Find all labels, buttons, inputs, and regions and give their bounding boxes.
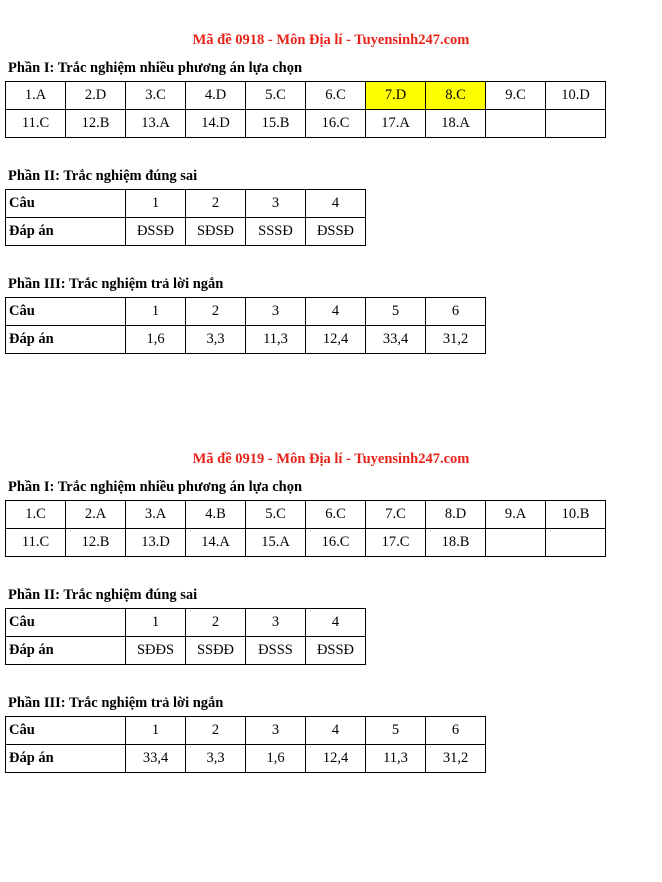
part2-heading: Phần II: Trắc nghiệm đúng sai: [8, 168, 198, 184]
question-cell: 4: [306, 717, 366, 745]
answer-cell: 10.D: [546, 82, 606, 110]
part3-answer-table: [5, 716, 486, 773]
answer-cell: 6.C: [306, 82, 366, 110]
answer-cell: 13.A: [126, 110, 186, 138]
answer-cell: 16.C: [306, 529, 366, 557]
table-row: [6, 529, 606, 557]
question-cell: 1: [126, 298, 186, 326]
question-label: Câu: [6, 717, 126, 745]
answer-cell: 1,6: [126, 326, 186, 354]
answer-cell: 5.C: [246, 82, 306, 110]
answer-cell: 3,3: [186, 326, 246, 354]
answer-cell: 12.B: [66, 110, 126, 138]
answer-cell: 14.A: [186, 529, 246, 557]
answer-cell: 1.C: [6, 501, 66, 529]
answer-cell: 16.C: [306, 110, 366, 138]
answer-cell: 4.B: [186, 501, 246, 529]
part3-heading: Phần III: Trắc nghiệm trả lời ngắn: [8, 276, 224, 292]
answer-cell: 1.A: [6, 82, 66, 110]
answer-cell: [486, 529, 546, 557]
answer-cell: 17.C: [366, 529, 426, 557]
table-row: [6, 745, 486, 773]
exam-title: Mã đề 0918 - Môn Địa lí - Tuyensinh247.com: [192, 32, 470, 48]
answer-cell: 12,4: [306, 745, 366, 773]
answer-cell: SĐĐS: [126, 637, 186, 665]
table-row: [6, 717, 486, 745]
question-cell: 4: [306, 298, 366, 326]
answer-cell: 8.D: [426, 501, 486, 529]
answer-cell: [486, 110, 546, 138]
table-row: [6, 501, 606, 529]
table-row: [6, 298, 486, 326]
answer-cell: 33,4: [126, 745, 186, 773]
answer-cell: 12,4: [306, 326, 366, 354]
question-cell: 4: [306, 190, 366, 218]
question-label: Câu: [6, 298, 126, 326]
part3-heading: Phần III: Trắc nghiệm trả lời ngắn: [8, 695, 224, 711]
table-row: [6, 326, 486, 354]
answer-cell: SĐSĐ: [186, 218, 246, 246]
question-label: Câu: [6, 609, 126, 637]
answer-cell: 7.C: [366, 501, 426, 529]
table-row: [6, 609, 366, 637]
answer-cell: 3.A: [126, 501, 186, 529]
answer-cell: 18.A: [426, 110, 486, 138]
answer-cell: 31,2: [426, 326, 486, 354]
answer-label: Đáp án: [6, 637, 126, 665]
part1-heading: Phần I: Trắc nghiệm nhiều phương án lựa chọn: [8, 479, 303, 495]
question-cell: 3: [246, 717, 306, 745]
answer-cell: 33,4: [366, 326, 426, 354]
answer-cell: 4.D: [186, 82, 246, 110]
answer-cell: ĐSSS: [246, 637, 306, 665]
answer-cell: 15.B: [246, 110, 306, 138]
question-cell: 1: [126, 609, 186, 637]
answer-cell: ĐSSĐ: [126, 218, 186, 246]
question-cell: 1: [126, 717, 186, 745]
question-cell: 5: [366, 717, 426, 745]
answer-cell: 6.C: [306, 501, 366, 529]
answer-cell: 11.C: [6, 110, 66, 138]
question-cell: 5: [366, 298, 426, 326]
answer-label: Đáp án: [6, 218, 126, 246]
answer-cell: 31,2: [426, 745, 486, 773]
table-row: [6, 190, 366, 218]
answer-cell: 2.A: [66, 501, 126, 529]
part1-heading: Phần I: Trắc nghiệm nhiều phương án lựa chọn: [8, 60, 303, 76]
answer-cell: [546, 110, 606, 138]
question-cell: 4: [306, 609, 366, 637]
part2-answer-table: [5, 189, 366, 246]
answer-cell: 9.A: [486, 501, 546, 529]
answer-label: Đáp án: [6, 745, 126, 773]
question-cell: 2: [186, 717, 246, 745]
answer-label: Đáp án: [6, 326, 126, 354]
question-cell: 2: [186, 609, 246, 637]
question-label: Câu: [6, 190, 126, 218]
question-cell: 3: [246, 190, 306, 218]
answer-cell: 3,3: [186, 745, 246, 773]
question-cell: 2: [186, 190, 246, 218]
answer-cell: 13.D: [126, 529, 186, 557]
answer-cell: 2.D: [66, 82, 126, 110]
highlighted-answer-cell: 7.D: [366, 82, 426, 110]
table-row: [6, 637, 366, 665]
answer-cell: 1,6: [246, 745, 306, 773]
answer-cell: 9.C: [486, 82, 546, 110]
answer-cell: 14.D: [186, 110, 246, 138]
answer-cell: 11.C: [6, 529, 66, 557]
answer-cell: 17.A: [366, 110, 426, 138]
answer-cell: 5.C: [246, 501, 306, 529]
answer-cell: 11,3: [246, 326, 306, 354]
table-row: [6, 82, 606, 110]
answer-cell: 3.C: [126, 82, 186, 110]
table-row: [6, 110, 606, 138]
answer-cell: [546, 529, 606, 557]
answer-cell: ĐSSĐ: [306, 637, 366, 665]
question-cell: 2: [186, 298, 246, 326]
answer-cell: ĐSSĐ: [306, 218, 366, 246]
part1-answer-table: [5, 500, 606, 557]
question-cell: 3: [246, 609, 306, 637]
answer-cell: 12.B: [66, 529, 126, 557]
exam-title: Mã đề 0919 - Môn Địa lí - Tuyensinh247.com: [192, 451, 470, 467]
answer-cell: 15.A: [246, 529, 306, 557]
part2-heading: Phần II: Trắc nghiệm đúng sai: [8, 587, 198, 603]
question-cell: 1: [126, 190, 186, 218]
table-row: [6, 218, 366, 246]
question-cell: 6: [426, 298, 486, 326]
part2-answer-table: [5, 608, 366, 665]
question-cell: 6: [426, 717, 486, 745]
part3-answer-table: [5, 297, 486, 354]
answer-cell: 11,3: [366, 745, 426, 773]
answer-cell: 10.B: [546, 501, 606, 529]
answer-cell: SSĐĐ: [186, 637, 246, 665]
part1-answer-table: [5, 81, 606, 138]
answer-cell: SSSĐ: [246, 218, 306, 246]
question-cell: 3: [246, 298, 306, 326]
highlighted-answer-cell: 8.C: [426, 82, 486, 110]
answer-cell: 18.B: [426, 529, 486, 557]
